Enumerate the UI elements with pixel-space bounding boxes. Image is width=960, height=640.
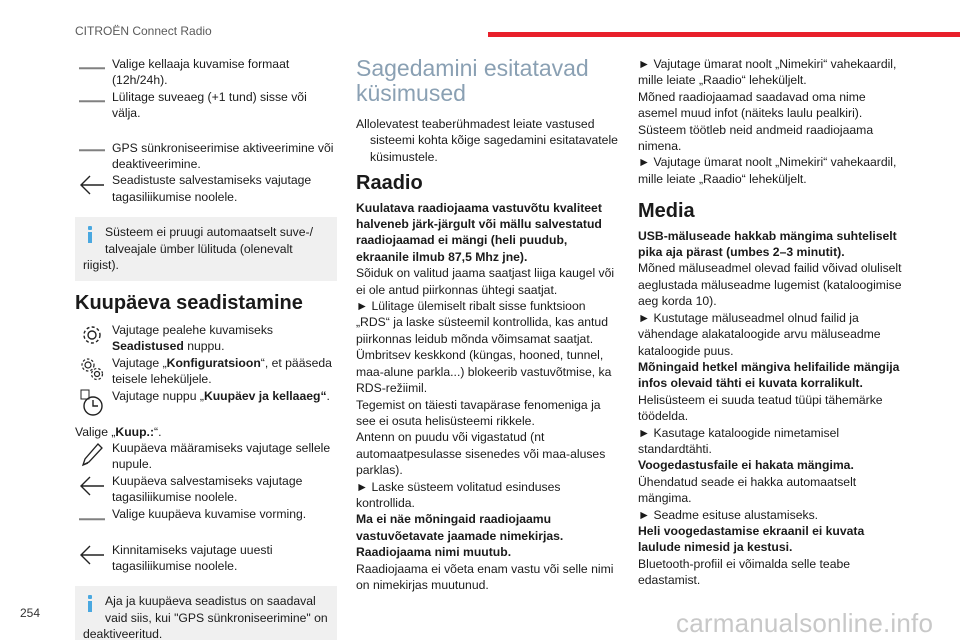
back-arrow-icon xyxy=(75,473,109,499)
step-text: Vajutage nuppu „Kuupäev ja kellaaeg“. xyxy=(112,388,330,403)
setting-row-gps-sync xyxy=(75,140,337,173)
faq-step: ► Laske süsteem volitatud esinduses kontrollida. xyxy=(356,479,561,510)
faq-answer: Mõned mäluseadmel olevad failid võivad oluliselt aeglustada mäluseadme lugemist (kataloogimise aeg korda 10). xyxy=(638,261,902,309)
step-row-settings xyxy=(75,322,337,355)
step-row-date-format xyxy=(75,506,337,542)
faq-answer: Raadiojaama ei võeta enam vastu või selle nimi on nimekirjas muutunud. xyxy=(356,561,614,592)
step-text: Kuupäeva salvestamiseks vajutage tagasiliikumise noolele. xyxy=(112,473,303,505)
setting-text: Seadistuste salvestamiseks vajutage tagasiliikumise noolele. xyxy=(112,173,312,204)
info-icon xyxy=(88,595,92,612)
column-middle xyxy=(356,56,618,593)
note-line: vaid siis, kui "GPS sünkroniseerimine" on xyxy=(105,610,328,625)
faq-step: ► Kustutage mäluseadmel olnud failid ja vähendage alakataloogide arvu mäluseadme kataloogide puus. xyxy=(638,310,881,358)
note-line: riigist). xyxy=(83,258,119,273)
step-text: Kinnitamiseks vajutage uuesti tagasiliikumise noolele. xyxy=(112,542,273,573)
step-row-configuration xyxy=(75,355,337,388)
column-left xyxy=(75,56,337,640)
line-bar-icon xyxy=(75,506,109,532)
header-accent-bar xyxy=(488,32,960,37)
faq-question: Ma ei näe mõningaid raadiojaamu vastuvõetavate jaamade nimekirjas. xyxy=(356,512,564,543)
faq-answer: Sõiduk on valitud jaama saatjast liiga kaugel või ei ole antud piirkonnas ühtegi saatjat. xyxy=(356,266,615,297)
step-text: Valige kuupäeva kuvamise vorming. xyxy=(112,506,307,521)
column-right xyxy=(638,56,906,589)
back-arrow-icon xyxy=(75,172,109,198)
clock-icon xyxy=(75,388,109,418)
faq-step: ► Lülitage ülemiselt ribalt sisse funktsioon „RDS“ ja laske süsteemil kontrollida, kas antud piirkonnas leidub mõnda võimsamat saatjat. xyxy=(356,299,608,346)
section-heading-radio: Raadio xyxy=(356,172,423,195)
gear-icon xyxy=(75,322,109,348)
faq-question: USB-mäluseade hakkab mängima suhteliselt pika aja pärast (umbes 2–3 minutit). xyxy=(638,228,897,260)
gear-pair-icon xyxy=(75,355,109,383)
note-line: Süsteem ei pruugi automaatselt suve-/ xyxy=(105,225,313,240)
step-row-save-date xyxy=(75,473,337,506)
section-heading-date: Kuupäeva seadistamine xyxy=(75,292,303,315)
faq-answer: Tegemist on täiesti tavapärase fenomeniga ja see ei osuta helisüsteemi rikkele. xyxy=(356,397,601,428)
info-icon xyxy=(88,226,92,243)
note-line: deaktiveeritud. xyxy=(83,627,163,640)
line-bar-icon xyxy=(75,56,109,74)
setting-row-save xyxy=(75,172,337,205)
faq-step: ► Kasutage kataloogide nimetamisel standardtähti. xyxy=(638,425,840,456)
faq-answer: Mõned raadiojaamad saadavad oma nime asemel muud infot (näiteks laulu pealkiri). Süsteem töötleb neid andmeid raadiojaama nimena. xyxy=(638,89,874,154)
setting-text: Lülitage suveaeg (+1 tund) sisse või välja. xyxy=(112,89,307,121)
page-number: 254 xyxy=(20,606,41,620)
faq-answer: Antenn on puudu või vigastatud (nt automaatpesulasse sisenedes või maa-aluses parklas). xyxy=(356,430,606,478)
step-row-date-time xyxy=(75,388,337,418)
faq-question: Kuulatava raadiojaama vastuvõtu kvaliteet halveneb järk-järgult või mällu salvestatud raadiojaamad ei mängi (heli puudub, ekraanile ilmub 87,5 Mhz jne). xyxy=(356,200,602,264)
step-text: Vajutage „Konfiguratsioon“, et pääseda teisele leheküljele. xyxy=(112,355,332,387)
faq-step: ► Vajutage ümarat noolt „Nimekiri“ vahekaardil, mille leiate „Raadio“ leheküljelt. xyxy=(638,57,897,88)
faq-answer: Ühendatud seade ei hakka automaatselt mängima. xyxy=(638,474,857,506)
info-note-gps xyxy=(75,586,337,640)
note-line: Aja ja kuupäeva seadistus on saadaval xyxy=(105,594,316,609)
info-note-dst xyxy=(75,217,337,281)
setting-row-dst xyxy=(75,89,337,122)
setting-text: Valige kellaaja kuvamise formaat (12h/24h). xyxy=(112,57,290,88)
faq-answer: Bluetooth-profiil ei võimalda selle teabe edastamist. xyxy=(638,556,851,588)
line-bar-icon xyxy=(75,140,109,158)
step-text: Kuupäeva määramiseks vajutage sellele nupule. xyxy=(112,440,331,472)
setting-row-time-format xyxy=(75,56,337,89)
faq-question: Heli voogedastamise ekraanil ei kuvata laulude nimesid ja kestusi. xyxy=(638,523,865,555)
faq-answer: Ümbritsev keskkond (küngas, hooned, tunnel, maa-alune parkla...) blokeerib vastuvõtmise, ka RDS-režiimil. xyxy=(356,348,612,396)
step-row-edit-date xyxy=(75,440,337,473)
step-row-confirm xyxy=(75,542,337,575)
watermark-text: carmanualsonline.info xyxy=(676,608,934,638)
faq-intro-line2: sisteemi kohta kõige sagedamini esitatavatele küsimustele. xyxy=(370,133,618,164)
pencil-icon xyxy=(75,440,109,468)
faq-title: Sagedamini esitatavad küsimused xyxy=(356,55,589,106)
faq-step: ► Seadme esituse alustamiseks. xyxy=(638,507,819,522)
faq-question: Mõningaid hetkel mängiva helifailide mängija infos olevaid tähti ei kuvata korralikult. xyxy=(638,359,900,391)
select-date-line: Valige „Kuup.:“. xyxy=(75,424,162,439)
faq-intro-line1: Allolevatest teaberühmadest leiate vastused xyxy=(356,117,595,131)
line-bar-icon xyxy=(75,89,109,107)
step-text: Vajutage pealehe kuvamiseks Seadistused nuppu. xyxy=(112,322,274,354)
faq-answer: Helisüsteem ei suuda teatud tüüpi tähemärke töödelda. xyxy=(638,392,883,424)
setting-text: GPS sünkroniseerimise aktiveerimine või deaktiveerimine. xyxy=(112,140,334,172)
faq-question: Voogedastusfaile ei hakata mängima. xyxy=(638,458,854,473)
note-line: talveajale ümber lülituda (olenevalt xyxy=(105,241,293,256)
section-heading-media: Media xyxy=(638,200,695,223)
back-arrow-icon xyxy=(75,542,109,568)
faq-step: ► Vajutage ümarat noolt „Nimekiri“ vahekaardil, mille leiate „Raadio“ leheküljelt. xyxy=(638,155,897,186)
header-title: CITROËN Connect Radio xyxy=(75,24,212,38)
faq-question: Raadiojaama nimi muutub. xyxy=(356,545,512,560)
